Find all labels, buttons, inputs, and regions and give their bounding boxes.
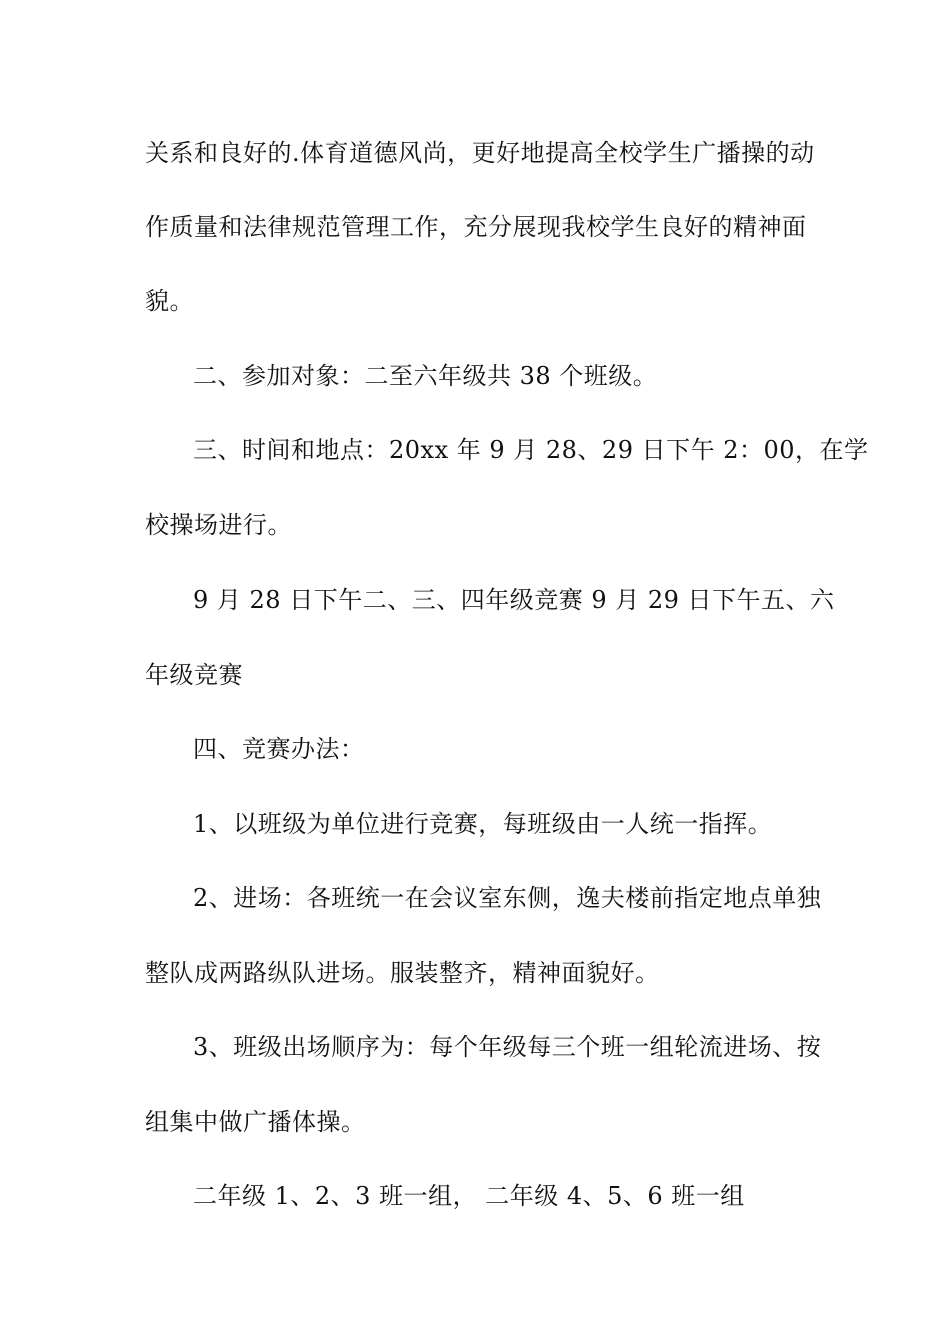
section-heading-participants: 二、参加对象：二至六年级共 38 个班级。 [193, 362, 658, 390]
paragraph-line: 关系和良好的.体育道德风尚，更好地提高全校学生广播操的动 [145, 139, 815, 167]
paragraph-line: 组集中做广播体操。 [145, 1108, 366, 1136]
paragraph-line: 貌。 [145, 287, 194, 315]
paragraph-line: 年级竞赛 [145, 661, 243, 689]
paragraph-line: 校操场进行。 [145, 511, 292, 539]
list-item: 3、班级出场顺序为：每个年级每三个班一组轮流进场、按 [193, 1033, 822, 1061]
section-heading-rules: 四、竞赛办法： [193, 735, 365, 763]
paragraph-line: 二年级 1、2、3 班一组， 二年级 4、5、6 班一组 [193, 1182, 745, 1210]
list-item: 2、进场：各班统一在会议室东侧，逸夫楼前指定地点单独 [193, 884, 822, 912]
paragraph-line: 整队成两路纵队进场。服装整齐，精神面貌好。 [145, 959, 660, 987]
paragraph-line: 作质量和法律规范管理工作，充分展现我校学生良好的精神面 [145, 213, 807, 241]
list-item: 1、以班级为单位进行竞赛，每班级由一人统一指挥。 [193, 810, 773, 838]
section-heading-time-place: 三、时间和地点：20xx 年 9 月 28、29 日下午 2：00，在学 [193, 436, 869, 464]
paragraph-line: 9 月 28 日下午二、三、四年级竞赛 9 月 29 日下午五、六 [193, 586, 835, 614]
